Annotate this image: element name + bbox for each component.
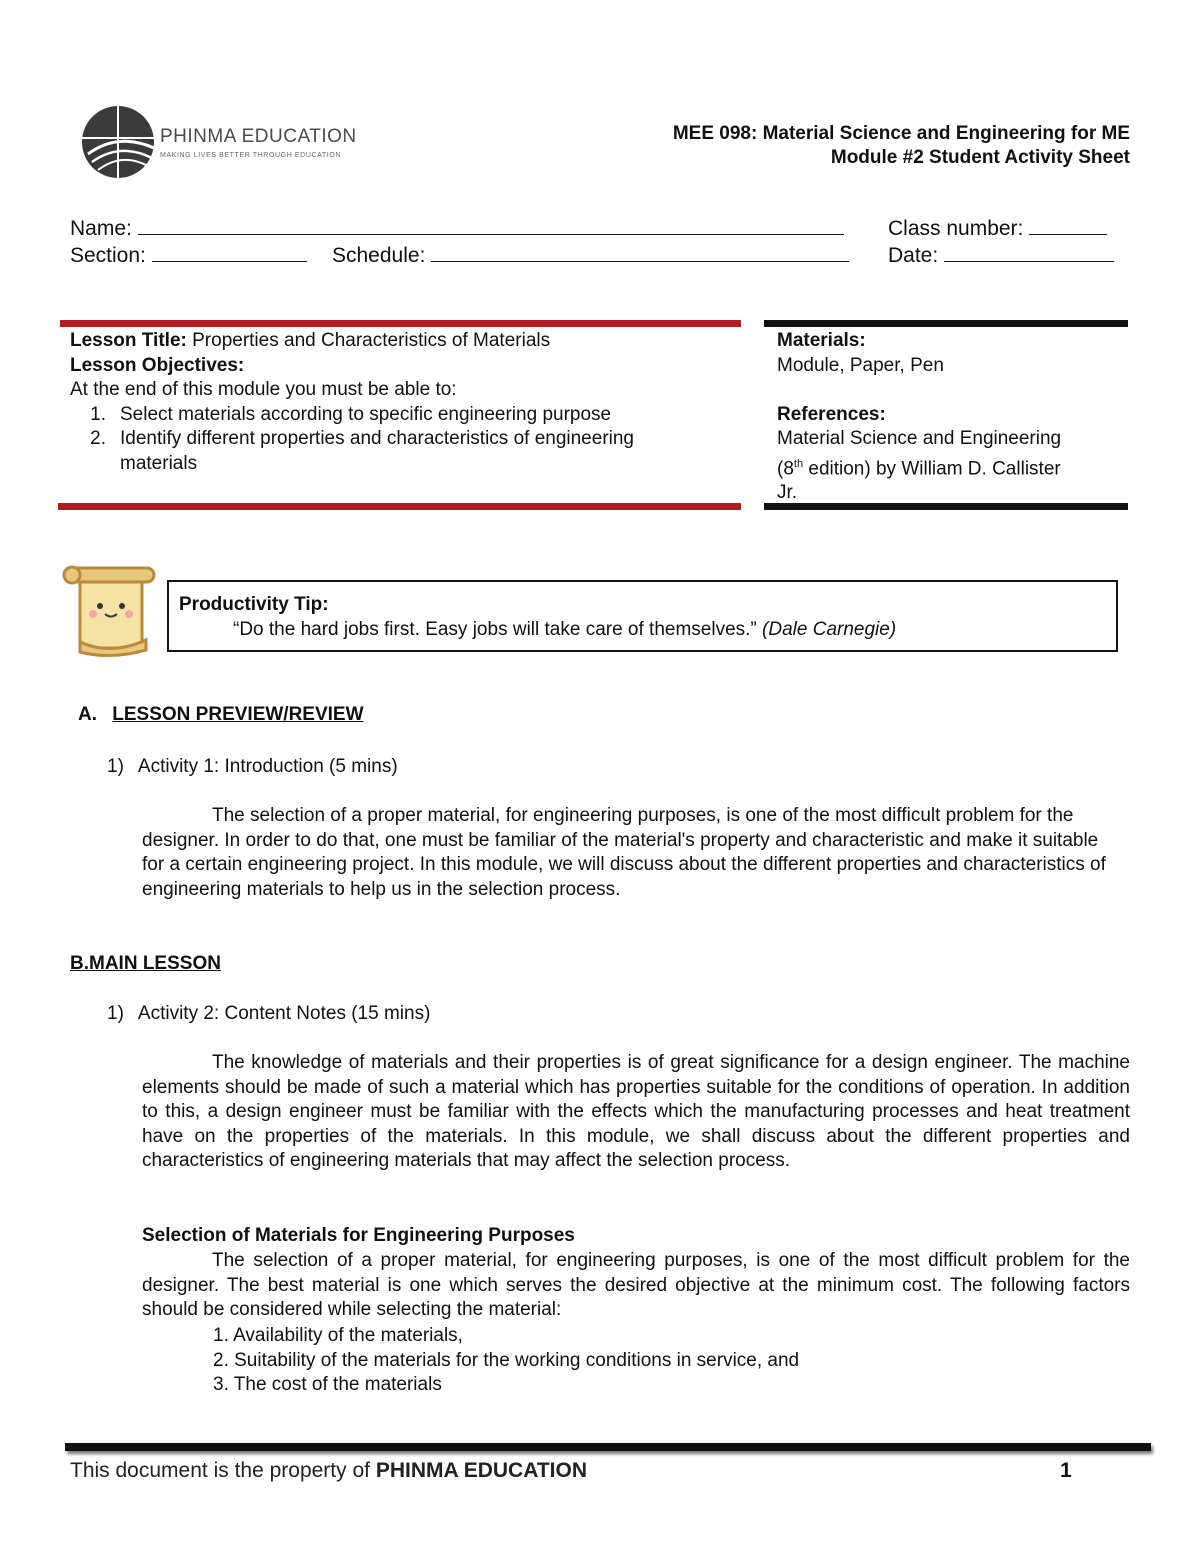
- section-a-heading: A. LESSON PREVIEW/REVIEW: [78, 704, 364, 725]
- lesson-objectives-label: Lesson Objectives:: [70, 354, 245, 376]
- list-item: 1. Availability of the materials,: [213, 1325, 463, 1346]
- scroll-mascot-icon: [60, 560, 160, 660]
- date-row: [888, 243, 1114, 268]
- activity-1: 1) Activity 1: Introduction (5 mins): [107, 756, 398, 777]
- tip-label: Productivity Tip:: [179, 594, 329, 615]
- factor-list: [213, 1324, 799, 1398]
- lesson-bottom-bar: [58, 503, 741, 510]
- logo-globe-icon: [78, 102, 158, 182]
- list-item: 3. The cost of the materials: [213, 1374, 442, 1395]
- sheet-title: Module #2 Student Activity Sheet: [830, 147, 1130, 168]
- name-field[interactable]: [138, 216, 844, 235]
- date-field[interactable]: [944, 243, 1114, 262]
- objective-item: 1. Select materials according to specific engineering purpose: [90, 403, 612, 425]
- schedule-row: [332, 243, 849, 268]
- reference-line-2: (8th edition) by William D. Callister: [777, 457, 1061, 479]
- tip-quote: “Do the hard jobs first. Easy jobs will take care of themselves.” (Dale Carnegie): [233, 619, 897, 640]
- section-label: Section:: [70, 244, 146, 267]
- lesson-title-line: [70, 329, 735, 354]
- reference-line-1: Material Science and Engineering: [777, 428, 1062, 449]
- lesson-info: [70, 329, 735, 476]
- section-a-paragraph: The selection of a proper material, for engineering purposes, is one of the most difficult problem for the designer. In order to do that, one must be familiar of the material's property and characteristic and make it suitable for a certain engineering project. In this module, we will discuss about the different properties and characteristics of engineering materials to help us in the selection process.: [142, 805, 1106, 900]
- materials-label: Materials:: [777, 330, 866, 351]
- activity-2: 1) Activity 2: Content Notes (15 mins): [107, 1003, 431, 1024]
- class-number-label: Class number:: [888, 217, 1024, 240]
- phinma-logo: [78, 102, 357, 182]
- references-label: References:: [777, 403, 886, 425]
- section-row: [70, 243, 307, 268]
- class-number-row: [888, 216, 1107, 241]
- tip-author: (Dale Carnegie): [762, 619, 897, 640]
- objectives-intro: At the end of this module you must be able to:: [70, 379, 457, 400]
- section-field[interactable]: [152, 243, 307, 262]
- lesson-title: Properties and Characteristics of Materials: [192, 330, 551, 351]
- section-b-paragraph: The knowledge of materials and their properties is of great significance for a design engineer. The machine elements should be made of such a material which has properties suitable for the conditions of operation. In addition to this, a design engineer must be familiar with the effects which the manufacturing processes and heat treatment have on the properties of the materials. In this module, we shall discuss about the different properties and characteristics of engineering materials that may affect the selection process.: [142, 1052, 1130, 1171]
- footer-bar: [65, 1443, 1151, 1451]
- materials-top-bar: [764, 320, 1128, 327]
- selection-subheading: Selection of Materials for Engineering Purposes: [142, 1225, 575, 1246]
- document-header: [673, 122, 1130, 170]
- footer-text: This document is the property of PHINMA EDUCATION: [70, 1459, 587, 1482]
- logo-tagline: MAKING LIVES BETTER THROUGH EDUCATION: [160, 152, 342, 159]
- lesson-top-bar: [60, 320, 741, 327]
- objective-item: 2. Identify different properties and characteristics of engineering materials: [90, 428, 635, 474]
- course-title: MEE 098: Material Science and Engineering for ME: [672, 123, 1130, 144]
- materials-list: Module, Paper, Pen: [777, 354, 944, 376]
- schedule-label: Schedule:: [332, 244, 426, 267]
- schedule-field[interactable]: [431, 243, 849, 262]
- date-label: Date:: [888, 244, 939, 267]
- reference-line-3: Jr.: [777, 482, 798, 504]
- materials-info: [777, 329, 1117, 506]
- productivity-tip-box: [167, 580, 1118, 652]
- name-label: Name:: [70, 217, 132, 240]
- selection-paragraph: The selection of a proper material, for engineering purposes, is one of the most difficult problem for the designer. The best material is one which serves the desired objective at the minimum cost. The following factors should be considered while selecting the material:: [142, 1250, 1130, 1320]
- page-number: 1: [1060, 1459, 1072, 1482]
- section-b-heading: B.MAIN LESSON: [70, 953, 221, 974]
- list-item: 2. Suitability of the materials for the working conditions in service, and: [213, 1349, 800, 1371]
- footer-owner: PHINMA EDUCATION: [375, 1459, 587, 1482]
- name-row: [70, 216, 844, 241]
- lesson-title-label: Lesson Title:: [70, 330, 187, 351]
- class-number-field[interactable]: [1029, 216, 1107, 235]
- logo-text: PHINMA EDUCATION: [160, 126, 357, 147]
